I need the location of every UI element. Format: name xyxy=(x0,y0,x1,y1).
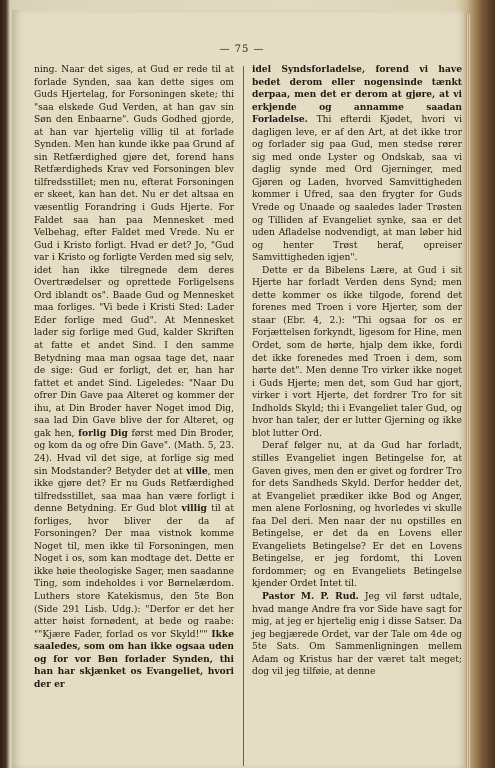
left-bold-2: ville xyxy=(186,465,208,477)
right-paragraph-4 xyxy=(252,591,462,679)
right-paragraph-1 xyxy=(252,64,462,265)
left-bold-1: forlig Dig xyxy=(78,427,128,439)
column-divider xyxy=(243,66,244,766)
right-paragraph-2: Dette er da Bibelens Lære, at Gud i sit Hjerte har forladt Verden dens Synd; men dette kommer os ikke tilgode, forend det forenes med Troen i vore Hjerter, som der staar (Ebr. 4, 2.): "Thi ogsaa for os er Forjættelsen forkyndt, ligesom for Hine, men Ordet, som de hørte, hjalp dem ikke, fordi det ikke forenedes med Troen i dem, som hørte det". Men denne Tro virker ikke noget i Guds Hjerte; men det, som Gud har gjort, virker i vort Hjerte, det fordrer Tro for sit Indholds Skyld; thi i Evangeliet taler Gud, og hvor han taler, der er lutter Gjerning og ikke blot lutter Ord. xyxy=(252,265,462,439)
left-column xyxy=(34,64,234,691)
left-text-1: ning. Naar det siges, at Gud er rede til at forlade Synden, saa kan dette siges om Guds Hjertelag, for Forsoningen skete; thi "saa elskede Gud Verden, at han gav sin Søn den Enbaarne". Guds Godhed gjorde, at han var hjertelig villig til at forlade Synden. Men han kunde ikke paa Grund af sin Retfærdighed gjøre det, forend hans Retfærdigheds Krav ved Forsoningen blev tilfredsstillet; men nu, efterat Forsoningen er skeet, kan han det. Nu er det altsaa en væsentlig Forandring i Guds Hjerte. For Faldet saa han paa Mennesket med Velbehag, efter Faldet med Vrede. Nu er Gud i Kristo forligt. Hvad er det? Jo, "Gud var i Kristo og forligte Verden med sig selv, idet han ikke tilregnede dem deres Overtrædelser og oprettede Forligelsens Ord iblandt os". Baade Gud og Mennesket maa forliges. "Vi bede i Kristi Sted: Lader Eder forlige med Gud". At Mennesket lader sig forlige med Gud, kalder Skriften at fatte et andet Sind. I den samme Betydning maa man ogsaa tage det, naar de sige: Gud er forligt, det er, han har fattet et andet Sind. Ligeledes: "Naar Du ofrer Din Gave paa Alteret og kommer der ihu, at Din Broder haver Noget imod Dig, saa lad Din Gave blive der for Alteret, og gak hen, xyxy=(34,65,234,439)
right-bold-1: idel Syndsforladelse, forend vi have bedet derom eller nogensinde tænkt derpaa, men det er derom at gjøre, at vi erkjende og annamme saadan Forladelse. xyxy=(252,64,462,126)
left-bold-3: villig xyxy=(181,503,207,515)
right-paragraph-3: Deraf følger nu, at da Gud har forladt, stilles Evangeliet ingen Betingelse for, at Gaven gives, men den er givet og fordrer Tro for dets Sandheds Skyld. Derfor hedder det, at Evangeliet prædiker ikke Bod og Anger, men alene Forlosning, og hvorledes vi skulle faa Del deri. Men naar der nu opstilles en Betingelse, er det da en Lovens eller Evangeliets Betingelse? Er det en Lovens Betingelse, er jeg fordomt, thi Loven fordommer; og en Evangeliets Betingelse kjender Ordet Intet til. xyxy=(252,441,462,590)
right-column xyxy=(252,64,462,679)
right-text-4: Jeg vil først udtale, hvad mange Andre fra vor Side have sagt for mig, at jeg er hjertelig enig i disse Satser. Da jeg begjærede Ordet, var der Tale om 4de og 5te Sats. Om Sammenligningen mellem Adam og Kristus har der været talt meget; dog vil jeg tilføie, at denne xyxy=(252,591,462,678)
page-number: — 75 — xyxy=(219,44,265,55)
book-page xyxy=(12,10,464,768)
speaker-heading: Pastor M. P. Rud. xyxy=(262,590,359,602)
left-text-2: først med Din Broder, og kom da og ofre Din Gave". (Math. 5, 23. 24). Hvad vil det sige, at forlige sig med sin Modstander? Betyder det at xyxy=(34,428,234,477)
right-text-1: Thi efterdi Kjødet, hvori vi dagligen leve, er af den Art, at det ikke tror og forlader sig paa Gud, men stedse rører sig med onde Lyster og Ondskab, saa vi daglig synde med Ord Gjerninger, med Gjøren og Laden, hvorved Samvittigheden kommer i Ufred, saa den frygter for Guds Vrede og Unaade og saaledes lader Trøsten og Tilliden af Evangeliet synke, saa er det uden Afladelse nodvendigt, at man løber hid og henter Trøst heraf, opreiser Samvittigheden igjen". xyxy=(252,115,462,264)
left-paragraph xyxy=(34,64,234,691)
left-text-3: , men ikke gjøre det? Er nu Guds Retfærdighed tilfredsstillet, saa maa han være forligt i denne Betydning. Er Gud blot xyxy=(34,466,234,515)
left-bold-4: Ikke saaledes, som om han ikke ogsaa uden og for vor Bøn forlader Synden, thi han har skjænket os Evangeliet, hvori der er xyxy=(34,628,234,690)
page-edge xyxy=(466,14,470,768)
left-text-4: til at forliges, hvor bliver der da af Forsoningen? Der maa vistnok komme Noget til, men ikke til Forsoningen, men Noget i os, som kan modtage det. Dette er ikke høie theologiske Sager, men saadanne Ting, som indeholdes i vor Børnelærdom. Luthers store Katekismus, den 5te Bon (Side 291 Lisb. Udg.): "Derfor er det her atter høist fornødent, at bede og raabe: ""Kjære Fader, forlad os vor Skyld!"" xyxy=(34,504,234,640)
